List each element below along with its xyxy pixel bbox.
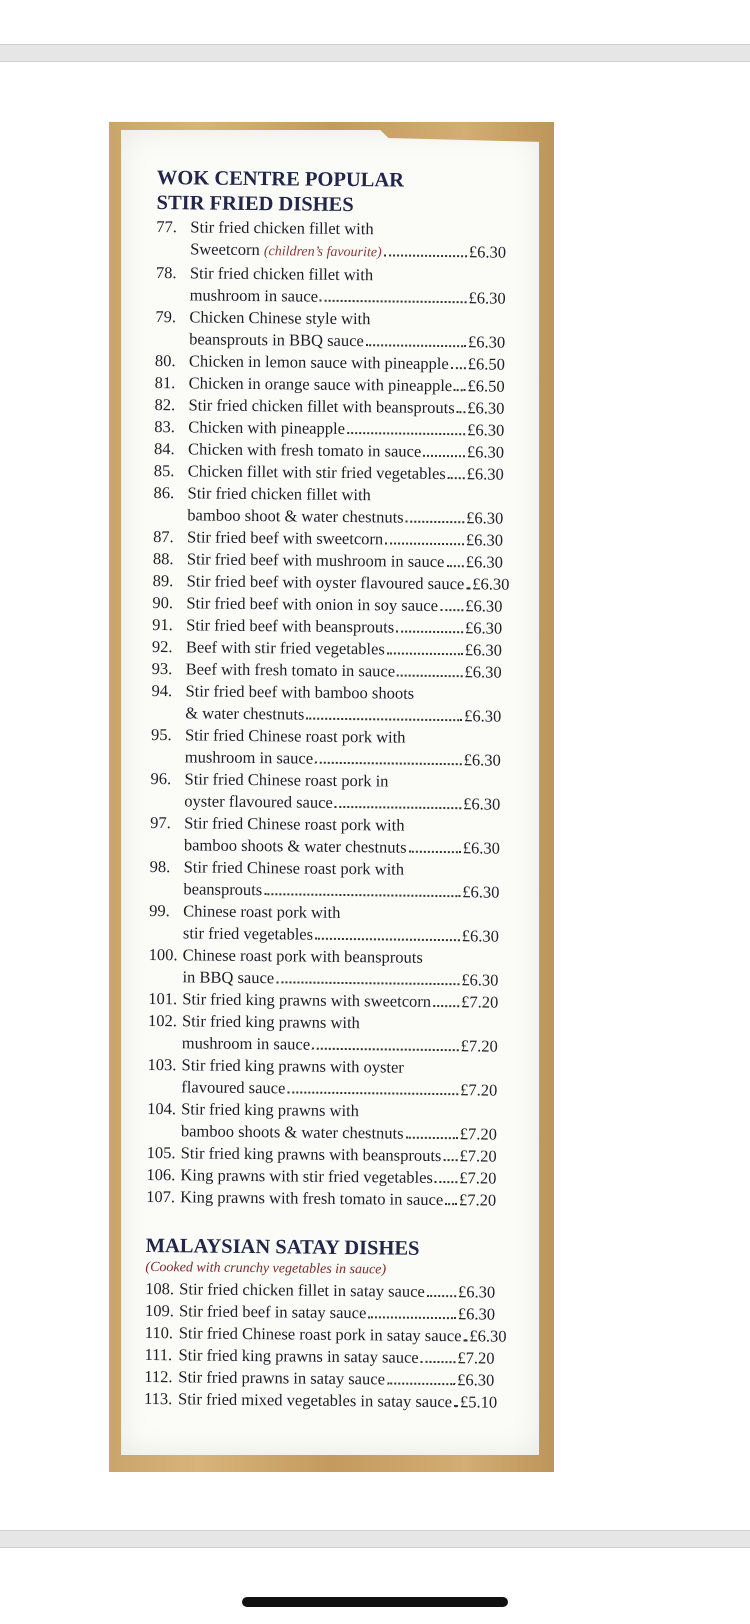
dot-leader — [396, 631, 463, 634]
item-description: flavoured sauce — [181, 1077, 286, 1098]
item-number: 91. — [152, 614, 173, 635]
item-description: Chicken fillet with stir fried vegetables — [187, 461, 446, 484]
item-number: 94. — [151, 680, 173, 701]
item-price: £6.30 — [466, 464, 504, 484]
item-price: £6.30 — [464, 640, 503, 660]
menu-item — [148, 1010, 498, 1058]
item-number: 105. — [146, 1142, 176, 1163]
menu-item — [156, 262, 506, 310]
item-description: Stir fried beef with mushroom in sauce — [186, 549, 445, 572]
dot-leader — [446, 565, 463, 567]
item-description: Beef with fresh tomato in sauce — [185, 659, 396, 681]
menu-item — [149, 856, 499, 904]
item-price: £6.30 — [457, 1304, 496, 1324]
top-divider-band — [0, 44, 750, 62]
item-number: 88. — [152, 548, 174, 569]
item-number: 95. — [150, 724, 172, 745]
item-body — [185, 724, 501, 771]
item-number: 83. — [154, 416, 175, 437]
item-number: 101. — [148, 988, 178, 1009]
item-price: £6.30 — [467, 398, 505, 418]
dot-leader — [347, 432, 465, 435]
item-number: 100. — [148, 944, 178, 965]
item-description: stir fried vegetables — [182, 923, 314, 944]
item-price-row — [190, 238, 506, 265]
item-number: 80. — [154, 350, 176, 371]
item-description-line1: Stir fried king prawns with oyster — [181, 1055, 404, 1077]
item-description: beansprouts — [183, 879, 263, 900]
item-number: 77. — [156, 216, 178, 237]
item-description: bamboo shoot & water chestnuts — [187, 505, 404, 527]
item-price: £6.30 — [461, 926, 500, 946]
section-gap — [146, 1208, 496, 1238]
dot-leader — [451, 367, 466, 369]
item-description-line1: Stir fried chicken fillet with — [187, 483, 371, 505]
item-body — [190, 262, 506, 309]
item-description-line1: Stir fried Chinese roast pork with — [184, 813, 405, 835]
item-description: Sweetcorn — [190, 239, 260, 260]
item-description-line1: Chinese roast pork with beansprouts — [182, 945, 423, 967]
section-title-line2: STIR FRIED DISHES — [156, 191, 354, 217]
item-description: Stir fried king prawns with beansprouts — [180, 1143, 442, 1166]
item-description: Stir fried prawns in satay sauce — [178, 1367, 386, 1389]
dot-leader — [448, 477, 465, 479]
bottom-divider-band — [0, 1530, 750, 1548]
item-price: £6.30 — [468, 242, 507, 262]
item-number: 99. — [149, 900, 170, 921]
item-body — [183, 856, 499, 903]
dot-leader — [443, 1159, 457, 1161]
item-description-line1: Stir fried Chinese roast pork with — [184, 725, 406, 747]
item-number: 109. — [144, 1300, 174, 1321]
item-description-line1: Stir fried chicken fillet with — [189, 263, 374, 285]
item-price: £6.50 — [467, 354, 506, 374]
dot-leader — [397, 675, 462, 678]
item-price: £6.30 — [467, 332, 506, 352]
item-price: £7.20 — [460, 1080, 498, 1100]
item-body — [180, 1186, 496, 1211]
item-body — [182, 1010, 498, 1057]
item-description: in BBQ sauce — [182, 967, 275, 988]
menu-item — [151, 724, 501, 772]
dot-leader — [384, 254, 467, 257]
dot-leader — [385, 542, 464, 545]
item-price: £6.50 — [467, 376, 505, 396]
menu-section — [146, 166, 510, 1212]
item-description: King prawns with fresh tomato in sauce — [180, 1187, 444, 1210]
item-description: Stir fried beef with beansprouts — [186, 615, 395, 637]
item-price: £6.30 — [463, 794, 501, 814]
menu-item-list — [143, 1278, 507, 1414]
menu-item — [153, 482, 503, 530]
item-description-line1: Stir fried chicken fillet with — [190, 217, 374, 239]
item-body — [181, 1098, 497, 1145]
dot-leader — [315, 762, 462, 766]
item-number: 98. — [149, 856, 171, 877]
item-price: £7.20 — [458, 1190, 497, 1210]
menu-photo — [109, 122, 554, 1472]
item-description: Stir fried beef with onion in soy sauce — [186, 593, 439, 615]
item-number: 87. — [153, 526, 174, 547]
item-body — [182, 944, 498, 991]
item-price: £6.30 — [462, 838, 500, 858]
dot-leader — [423, 455, 465, 457]
menu-item — [150, 812, 500, 860]
menu-item — [150, 768, 500, 816]
dot-leader — [287, 1091, 458, 1095]
dot-leader — [445, 1203, 457, 1205]
item-description: bamboo shoots & water chestnuts — [180, 1121, 404, 1143]
item-description: mushroom in sauce — [184, 747, 314, 768]
dot-leader — [427, 1295, 456, 1297]
menu-item-list — [146, 216, 510, 1212]
item-price: £6.30 — [464, 706, 502, 726]
item-note: (children’s favourite) — [263, 244, 382, 261]
item-price: £6.30 — [464, 618, 503, 638]
item-number: 102. — [147, 1010, 178, 1031]
item-description: Stir fried king prawns with sweetcorn — [182, 989, 432, 1011]
dot-leader — [454, 1405, 458, 1407]
item-description-line1: Stir fried Chinese roast pork in — [184, 769, 389, 791]
item-number: 90. — [152, 592, 174, 613]
menu-item — [148, 944, 498, 992]
item-number: 89. — [152, 570, 174, 591]
dot-leader — [435, 1181, 457, 1183]
menu-item — [143, 1388, 498, 1414]
dot-leader — [406, 1137, 458, 1140]
item-price: £6.30 — [464, 662, 502, 682]
item-number: 106. — [146, 1164, 176, 1185]
item-number: 79. — [155, 306, 177, 327]
dot-leader — [264, 893, 460, 897]
dot-leader — [335, 806, 461, 809]
dot-leader — [409, 851, 461, 854]
menu-item — [147, 1098, 497, 1146]
item-description: Stir fried mixed vegetables in satay sauce — [177, 1389, 453, 1412]
item-description: & water chestnuts — [185, 703, 305, 724]
item-price: £6.30 — [462, 882, 500, 902]
item-description: oyster flavoured sauce — [184, 791, 333, 812]
item-price: £6.30 — [465, 552, 503, 572]
dot-leader — [315, 938, 460, 942]
item-body — [189, 306, 505, 353]
item-price: £6.30 — [465, 596, 503, 616]
item-number: 111. — [144, 1344, 173, 1365]
item-number: 97. — [150, 812, 171, 833]
item-price: £6.30 — [467, 420, 505, 440]
item-price: £6.30 — [466, 508, 504, 528]
menu-item — [149, 900, 499, 948]
item-number: 96. — [150, 768, 172, 789]
dot-leader — [312, 1048, 459, 1052]
item-description: King prawns with stir fried vegetables — [180, 1165, 434, 1187]
menu-item — [155, 306, 505, 354]
item-price: £6.30 — [468, 288, 506, 308]
item-price-row — [180, 1186, 496, 1211]
dot-leader — [366, 344, 466, 347]
item-description-line1: Chinese roast pork with — [183, 901, 341, 922]
item-price: £6.30 — [466, 442, 505, 462]
item-description-line1: Stir fried beef with bamboo shoots — [185, 681, 415, 703]
item-body — [177, 1388, 498, 1413]
item-price: £6.30 — [469, 1326, 507, 1346]
item-price: £7.20 — [459, 1168, 497, 1188]
item-description: Stir fried chicken fillet with beansprouts — [188, 395, 455, 418]
item-price: £6.30 — [458, 1282, 496, 1302]
item-number: 93. — [151, 658, 173, 679]
dot-leader — [466, 587, 470, 589]
home-indicator[interactable] — [242, 1597, 508, 1607]
item-description: Stir fried chicken fillet in satay sauce — [179, 1279, 425, 1301]
item-number: 113. — [143, 1388, 173, 1409]
item-description: Chicken in lemon sauce with pineapple — [188, 351, 449, 374]
item-description: Stir fried king prawns in satay sauce — [178, 1345, 419, 1367]
item-price: £5.10 — [459, 1392, 498, 1412]
item-description: mushroom in sauce — [181, 1033, 311, 1054]
dot-leader — [387, 652, 463, 655]
dot-leader — [368, 1316, 456, 1319]
item-description-line1: Chicken Chinese style with — [189, 307, 371, 329]
item-description: bamboo shoots & water chestnuts — [183, 835, 407, 857]
item-price: £6.30 — [465, 530, 504, 550]
item-body — [185, 680, 501, 727]
item-number: 85. — [153, 460, 175, 481]
item-description-line1: Stir fried king prawns with — [181, 1011, 360, 1033]
menu-content — [143, 166, 510, 1414]
item-price: £7.20 — [460, 1036, 498, 1056]
dot-leader — [306, 718, 462, 722]
item-number: 81. — [154, 372, 176, 393]
item-price: £7.20 — [461, 992, 499, 1012]
dot-leader — [276, 981, 459, 985]
item-price: £6.30 — [463, 750, 501, 770]
item-description-line1: Stir fried king prawns with — [181, 1099, 360, 1121]
item-price-row — [177, 1388, 498, 1413]
dot-leader — [320, 300, 467, 304]
section-title: WOK CENTRE POPULAR — [156, 166, 405, 192]
item-number: 84. — [153, 438, 175, 459]
item-price: £7.20 — [457, 1348, 495, 1368]
item-number: 82. — [154, 394, 176, 415]
item-description: mushroom in sauce — [189, 285, 319, 306]
item-number: 107. — [146, 1186, 176, 1207]
item-price: £7.20 — [459, 1146, 497, 1166]
item-number: 110. — [144, 1322, 174, 1343]
item-number: 112. — [144, 1366, 173, 1387]
item-body — [187, 482, 503, 529]
item-description: Beef with stir fried vegetables — [185, 637, 385, 659]
item-price: £7.20 — [459, 1124, 497, 1144]
item-body — [183, 900, 499, 947]
item-description-line1: Stir fried Chinese roast pork with — [183, 857, 405, 879]
dot-leader — [440, 609, 463, 611]
item-number: 108. — [145, 1278, 175, 1299]
dot-leader — [454, 389, 465, 391]
item-body — [184, 768, 500, 815]
item-description: beansprouts in BBQ sauce — [189, 329, 364, 351]
dot-leader — [433, 1005, 459, 1007]
item-price: £6.30 — [472, 574, 510, 594]
menu-item — [156, 216, 506, 266]
menu-item — [146, 1186, 496, 1212]
item-description: Chicken with fresh tomato in sauce — [187, 439, 422, 461]
item-description: Chicken in orange sauce with pineapple — [188, 373, 453, 396]
item-description: Stir fried beef with oyster flavoured sauce — [186, 571, 465, 594]
item-number: 103. — [147, 1054, 177, 1075]
dot-leader — [387, 1382, 455, 1385]
item-body — [190, 216, 506, 265]
item-body — [184, 812, 500, 859]
item-description: Stir fried beef in satay sauce — [178, 1301, 367, 1323]
item-description: Stir fried beef with sweetcorn — [187, 527, 384, 549]
section-title: MALAYSIAN SATAY DISHES — [145, 1234, 420, 1260]
item-description: Chicken with pineapple — [188, 417, 346, 438]
menu-item — [147, 1054, 497, 1102]
item-number: 86. — [153, 482, 175, 503]
dot-leader — [463, 1339, 467, 1341]
dot-leader — [406, 521, 465, 524]
menu-section — [143, 1234, 507, 1414]
section-note: (Cooked with crunchy vegetables in sauce) — [145, 1259, 387, 1278]
item-number: 104. — [147, 1098, 177, 1119]
dot-leader — [457, 411, 466, 413]
dot-leader — [421, 1361, 456, 1363]
item-number: 92. — [151, 636, 173, 657]
item-body — [181, 1054, 497, 1101]
item-description: Stir fried Chinese roast pork in satay sauce — [178, 1323, 462, 1346]
item-number: 78. — [155, 262, 177, 283]
item-price: £6.30 — [457, 1370, 495, 1390]
item-price: £6.30 — [461, 970, 499, 990]
menu-item — [151, 680, 501, 728]
